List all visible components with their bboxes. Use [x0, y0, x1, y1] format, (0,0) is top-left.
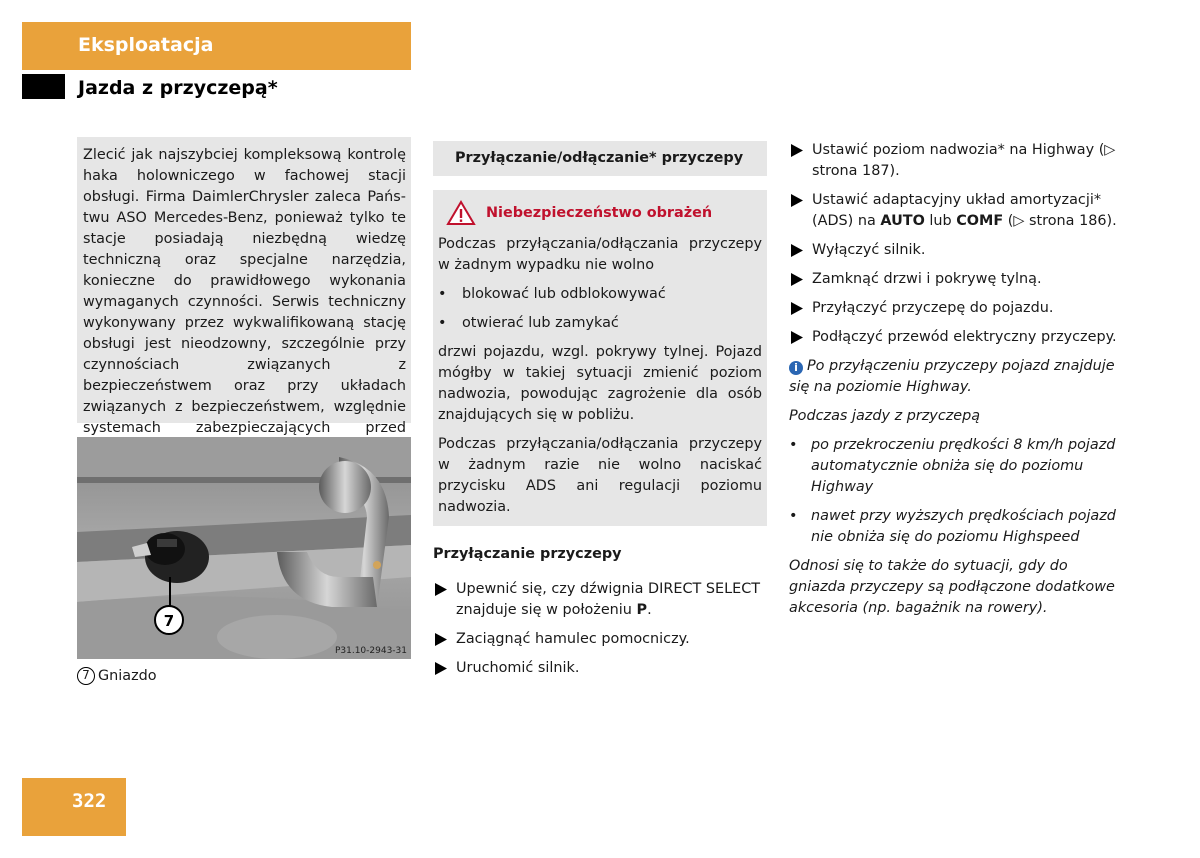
- subheading-attach: Przyłączanie przyczepy: [433, 546, 622, 562]
- info-icon: i: [789, 361, 803, 375]
- step-item: [789, 240, 1126, 261]
- step-text: Ustawić adaptacyjny układ amortyzacji* (ADS) na AUTO lub COMF (▷ strona 186).: [812, 192, 1117, 229]
- italic-bullet-text: nawet przy wyższych prędkościach pojazd nie obniża się do poziomu Highspeed: [811, 508, 1116, 545]
- step-item: [433, 579, 767, 621]
- page-title: Jazda z przyczepą*: [78, 77, 278, 99]
- intro-text: Zlecić jak najszybciej kompleksową kontrolę haka holowniczego w fachowej stacji obsługi. Firma DaimlerChrysler zaleca Państwu ASO Mercedes-Benz, ponieważ tylko te stacje posiadają niezbędną wiedzę techniczną oraz specjalne narzędzia, konieczne do prawidłowego wykonania wymaganych czynności. Serwis techniczny wykonywany przez wykwalifikowaną stację obsługi jest nieodzowny, szczególnie przy czynnościach związanych z bezpieczeństwem oraz przy układach związanych z bezpieczeństwem, względnie systemach zabezpieczających przed: [83, 147, 406, 436]
- info-note: [789, 356, 1126, 398]
- italic-bullet-text: po przekroczeniu prędkości 8 km/h pojazd automatycznie obniża się do poziomu Highway: [811, 437, 1116, 495]
- warning-paragraph-2: drzwi pojazdu, wzgl. pokrywy tylnej. Pojazd mógłby w takiej sytuacji zmienić poziom nadwozia, powodując zagrożenie dla osób znajdujących się w pobliżu.: [438, 344, 762, 423]
- step-text: Uruchomić silnik.: [456, 660, 580, 676]
- closing-note: Odnosi się to także do sytuacji, gdy do gniazda przyczepy są podłączone dodatkowe akcesoria (np. bagażnik na rowery).: [789, 558, 1115, 616]
- step-text: Ustawić poziom nadwozia* na Highway (▷ strona 187).: [812, 142, 1116, 179]
- step-text: Przyłączyć przyczepę do pojazdu.: [812, 300, 1054, 316]
- step-item: [789, 140, 1126, 182]
- caption-number: 7: [77, 667, 95, 685]
- page-number: 322: [72, 790, 107, 812]
- arrow-right-icon: [791, 331, 803, 344]
- intro-box: [77, 137, 411, 436]
- italic-bullet: [789, 435, 1126, 498]
- right-column: [789, 140, 1126, 627]
- procedure-heading-box: [433, 141, 767, 176]
- arrow-right-icon: [791, 194, 803, 207]
- warning-bullet-text: blokować lub odblokowywać: [462, 286, 666, 302]
- step-item: [433, 629, 767, 650]
- arrow-right-icon: [435, 662, 447, 675]
- figure-code: P31.10-2943-31: [334, 646, 407, 656]
- step-text: Podłączyć przewód elektryczny przyczepy.: [812, 329, 1117, 345]
- warning-title-text: Niebezpieczeństwo obrażeń: [486, 204, 713, 221]
- step-text: Wyłączyć silnik.: [812, 242, 926, 258]
- arrow-right-icon: [791, 302, 803, 315]
- step-item: [789, 298, 1126, 319]
- step-text: Zaciągnąć hamulec pomocniczy.: [456, 631, 690, 647]
- bullet-dot: •: [438, 286, 447, 302]
- warning-bullet: [438, 313, 762, 334]
- step-item: [789, 269, 1126, 290]
- step-text: Zamknąć drzwi i pokrywę tylną.: [812, 271, 1042, 287]
- callout-label: 7: [163, 612, 175, 630]
- caption-text: Gniazdo: [98, 668, 157, 684]
- arrow-right-icon: [791, 144, 803, 157]
- warning-paragraph-3: Podczas przyłączania/odłączania przyczepy w żadnym razie nie wolno naciskać przycisku ADS ani regulacji poziomu nadwozia.: [438, 436, 762, 515]
- title-marker: [22, 74, 65, 99]
- arrow-right-icon: [435, 633, 447, 646]
- warning-triangle-icon: [446, 200, 476, 226]
- warning-bullet-text: otwierać lub zamykać: [462, 315, 619, 331]
- arrow-right-icon: [791, 273, 803, 286]
- section-tab: [22, 22, 411, 70]
- trailer-socket-photo: [77, 437, 411, 659]
- procedure-heading: Przyłączanie/odłączanie* przyczepy: [455, 150, 744, 166]
- bullet-dot: •: [789, 508, 798, 524]
- subheading-driving: Podczas jazdy z przyczepą: [789, 408, 981, 424]
- italic-bullet: [789, 506, 1126, 548]
- step-item: [789, 327, 1126, 348]
- warning-title: [446, 200, 762, 226]
- step-item: [789, 190, 1126, 232]
- section-title: Eksploatacja: [78, 34, 214, 56]
- middle-column: [433, 141, 767, 687]
- bullet-dot: •: [438, 315, 447, 331]
- arrow-right-icon: [435, 583, 447, 596]
- warning-paragraph-1: Podczas przyłączania/odłączania przyczepy w żadnym wypadku nie wolno: [438, 236, 762, 273]
- figure-caption: [77, 667, 157, 685]
- bullet-dot: •: [789, 437, 798, 453]
- page-number-tab: [22, 778, 126, 836]
- left-column: [77, 137, 411, 436]
- step-item: [433, 658, 767, 679]
- warning-box: [433, 190, 767, 526]
- info-note-text: Po przyłączeniu przyczepy pojazd znajduje się na poziomie Highway.: [789, 358, 1115, 395]
- warning-bullet: [438, 284, 762, 305]
- arrow-right-icon: [791, 244, 803, 257]
- step-text: Upewnić się, czy dźwignia DIRECT SELECT znajduje się w położeniu P.: [456, 581, 761, 618]
